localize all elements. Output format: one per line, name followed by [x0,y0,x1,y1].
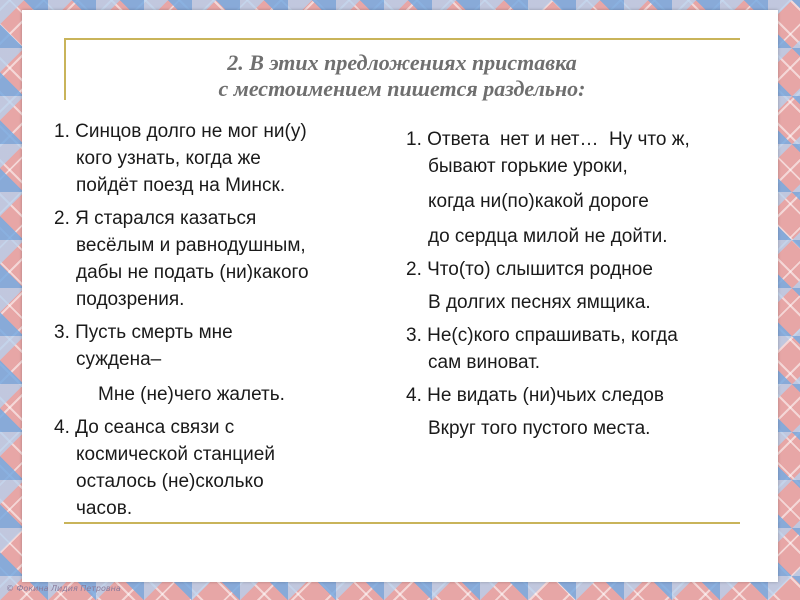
bottom-rule [64,522,740,524]
right-item-3-line-1: 3. Не(с)кого спрашивать, когда [406,325,678,346]
right-item-1-line-3: когда ни(по)какой дороге [428,191,649,212]
right-item-3 [406,322,778,376]
left-item-1-line-1: 1. Синцов долго не мог ни(у) [54,121,307,142]
right-item-2-line-2: В долгих песнях ямщика. [428,292,651,313]
right-item-1 [406,126,778,250]
right-item-2-line-1: 2. Что(то) слышится родное [406,259,653,280]
right-item-4-line-1: 4. Не видать (ни)чьих следов [406,385,664,406]
right-item-3-line-2: сам виноват. [428,352,541,373]
title-line-2: с местоимением пишется раздельно: [218,76,586,101]
left-item-3-line-2: суждена– [76,349,162,370]
title-line-1: 2. В этих предложениях приставка [227,50,577,75]
left-item-1-line-3: пойдёт поезд на Минск. [76,175,286,196]
left-item-4 [54,414,406,522]
right-item-2 [406,256,778,316]
left-item-4-line-1: 4. До сеанса связи с [54,417,235,438]
left-item-2-line-2: весёлым и равнодушным, [76,235,306,256]
left-item-3 [54,319,406,408]
left-item-2-line-4: подозрения. [76,289,185,310]
left-column [54,118,406,528]
left-item-1 [54,118,406,199]
right-column [406,126,778,448]
left-item-4-line-4: часов. [76,498,133,519]
left-item-4-line-2: космической станцией [76,444,275,465]
author-watermark: © Фокина Лидия Петровна [6,584,121,593]
left-item-3-line-3: Мне (не)чего жалеть. [98,384,285,405]
left-item-1-line-2: кого узнать, когда же [76,148,261,169]
right-item-4-line-2: Вкруг того пустого места. [428,418,651,439]
left-item-4-line-3: осталось (не)сколько [76,471,264,492]
title-rule-horizontal [64,38,740,40]
right-item-1-line-1: 1. Ответа нет и нет… Ну что ж, [406,129,690,150]
left-item-2-line-1: 2. Я старался казаться [54,208,257,229]
title-rule-vertical [64,38,66,100]
left-item-2 [54,205,406,313]
right-item-1-line-2: бывают горькие уроки, [428,156,628,177]
right-item-4 [406,382,778,442]
left-item-3-line-1: 3. Пусть смерть мне [54,322,233,343]
slide [22,10,778,582]
left-item-2-line-3: дабы не подать (ни)какого [76,262,309,283]
right-item-1-line-4: до сердца милой не дойти. [428,226,668,247]
slide-title [82,50,722,102]
